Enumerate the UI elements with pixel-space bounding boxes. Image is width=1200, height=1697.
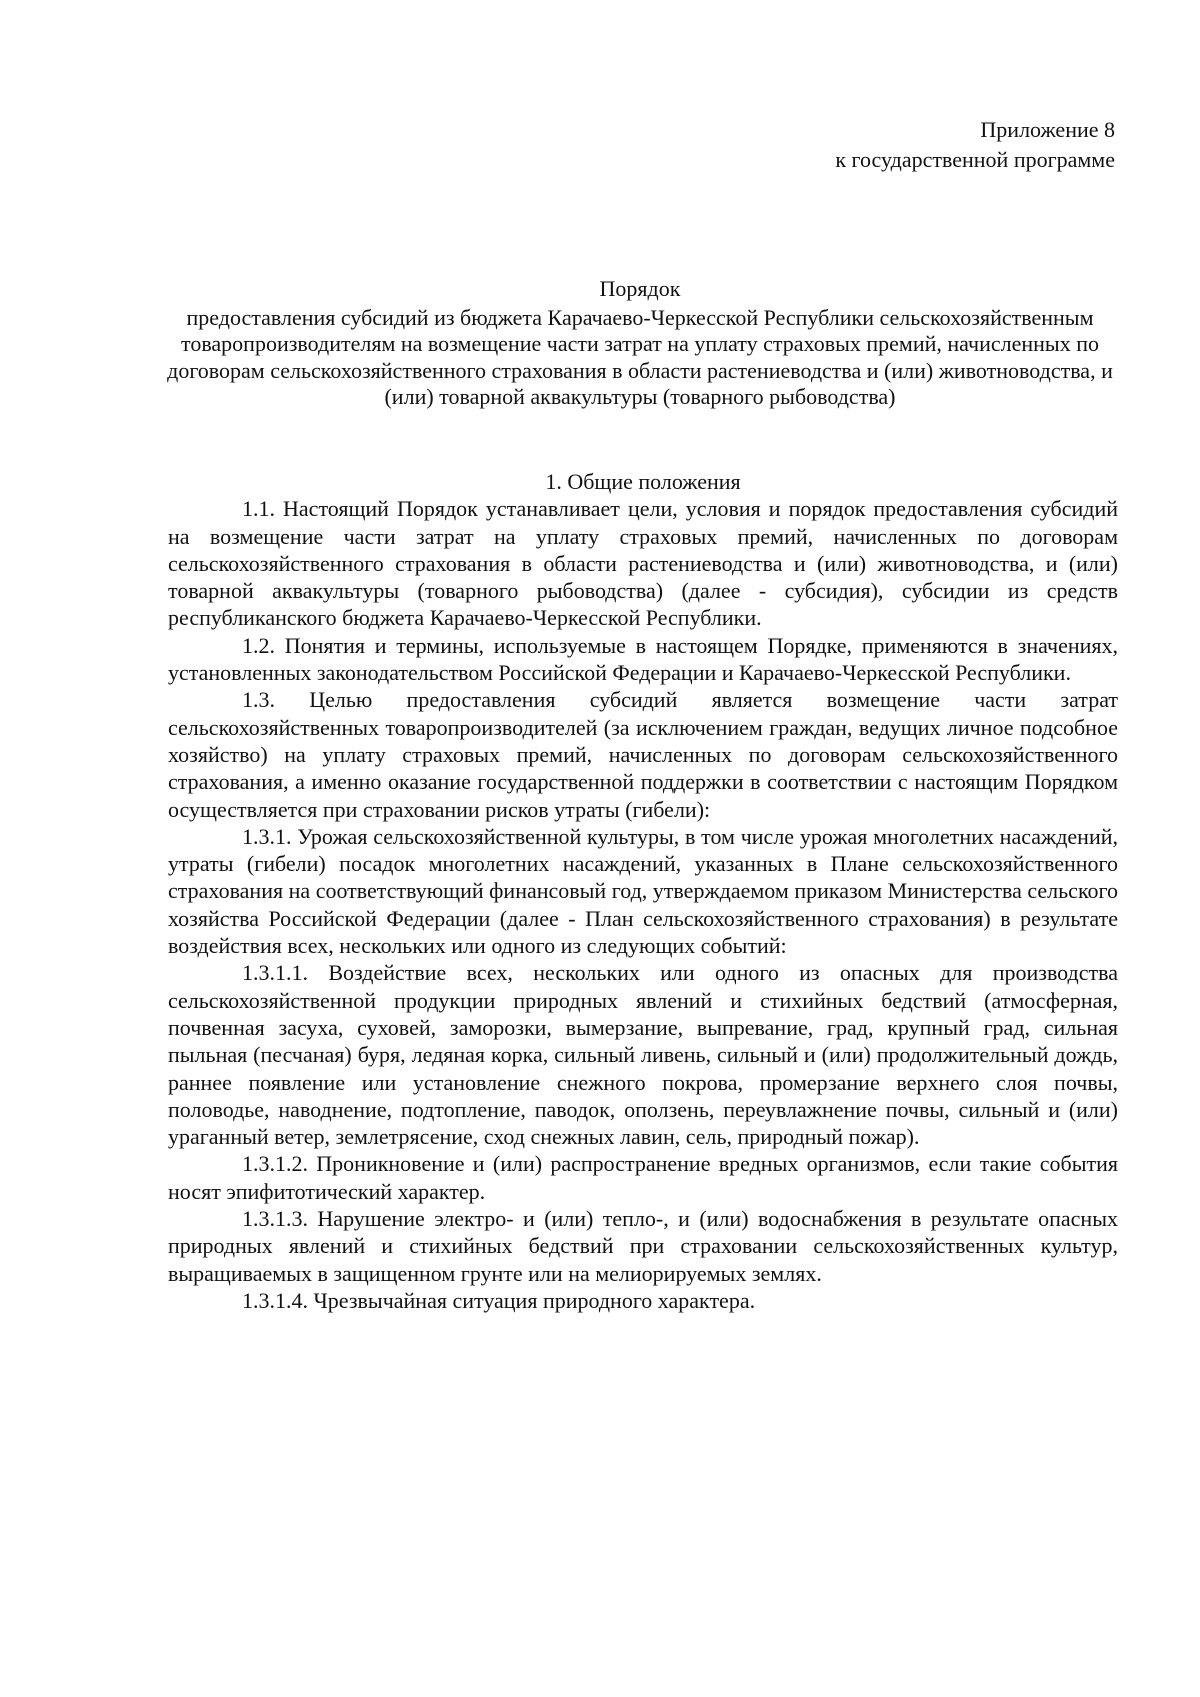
appendix-note [835,115,1115,175]
paragraph-1-3-1-3: 1.3.1.3. Нарушение электро- и (или) тепло-, и (или) водоснабжения в результате опасных природных явлений и стихийных бедствий при страховании сельскохозяйственных культур, выращиваемых в защищенном грунте или на мелиорируемых землях. [168,1206,1118,1286]
paragraph-1-1: 1.1. Настоящий Порядок устанавливает цели, условия и порядок предоставления субсидий на возмещение части затрат на уплату страховых премий, начисленных по договорам сельскохозяйственного страхования в области растениеводства и (или) животноводства, и (или) товарной аквакультуры (товарного рыбоводства) (далее - субсидия), субсидии из средств республиканского бюджета Карачаево-Черкесской Республики. [168,496,1118,631]
document-title [165,276,1115,411]
section-heading: 1. Общие положения [545,469,741,494]
appendix-number: Приложение 8 [980,117,1115,142]
paragraph-1-3: 1.3. Целью предоставления субсидий является возмещение части затрат сельскохозяйственных товаропроизводителей (за исключением граждан, ведущих личное подсобное хозяйство) на уплату страховых премий, начисленных по договорам сельскохозяйственного страхования, а именно оказание государственной поддержки в соответствии с настоящим Порядком осуществляется при страховании рисков утраты (гибели): [168,687,1118,822]
paragraph-1-3-1-4: 1.3.1.4. Чрезвычайная ситуация природного характера. [242,1287,756,1313]
paragraph-1-3-1-2: 1.3.1.2. Проникновение и (или) распространение вредных организмов, если такие события носят эпифитотический характер. [168,1151,1118,1204]
title-main: Порядок [599,276,681,301]
appendix-reference: к государственной программе [835,147,1115,172]
paragraph-1-2: 1.2. Понятия и термины, используемые в настоящем Порядке, применяются в значениях, установленных законодательством Российской Федерации и Карачаево-Черкесской Республики. [168,632,1118,686]
paragraph-1-3-1: 1.3.1. Урожая сельскохозяйственной культуры, в том числе урожая многолетних насаждений, утраты (гибели) посадок многолетних насаждений, указанных в Плане сельскохозяйственного страхования на соответствующий финансовый год, утверждаемом приказом Министерства сельского хозяйства Российской Федерации (далее - План сельскохозяйственного страхования) в результате воздействия всех, нескольких или одного из следующих событий: [168,823,1118,959]
paragraph-1-3-1-1: 1.3.1.1. Воздействие всех, нескольких или одного из опасных для производства сельскохозяйственной продукции природных явлений и стихийных бедствий (атмосферная, почвенная засуха, суховей, заморозки, вымерзание, выпревание, град, крупный град, сильная пыльная (песчаная) буря, ледяная корка, сильный ливень, сильный и (или) продолжительный дождь, раннее появление или установление снежного покрова, промерзание верхнего слоя почвы, половодье, наводнение, подтопление, паводок, оползень, переувлажнение почвы, сильный и (или) ураганный ветер, землетрясение, сход снежных лавин, сель, природный пожар). [168,960,1118,1150]
document-body [168,468,1118,1314]
title-subtitle: предоставления субсидий из бюджета Карачаево-Черкесской Республики сельскохозяйственным товаропроизводителям на возмещение части затрат на уплату страховых премий, начисленных по договорам сельскохозяйственного страхования в области растениеводства и (или) животноводства, и (или) товарной аквакультуры (товарного рыбоводства) [167,304,1113,409]
